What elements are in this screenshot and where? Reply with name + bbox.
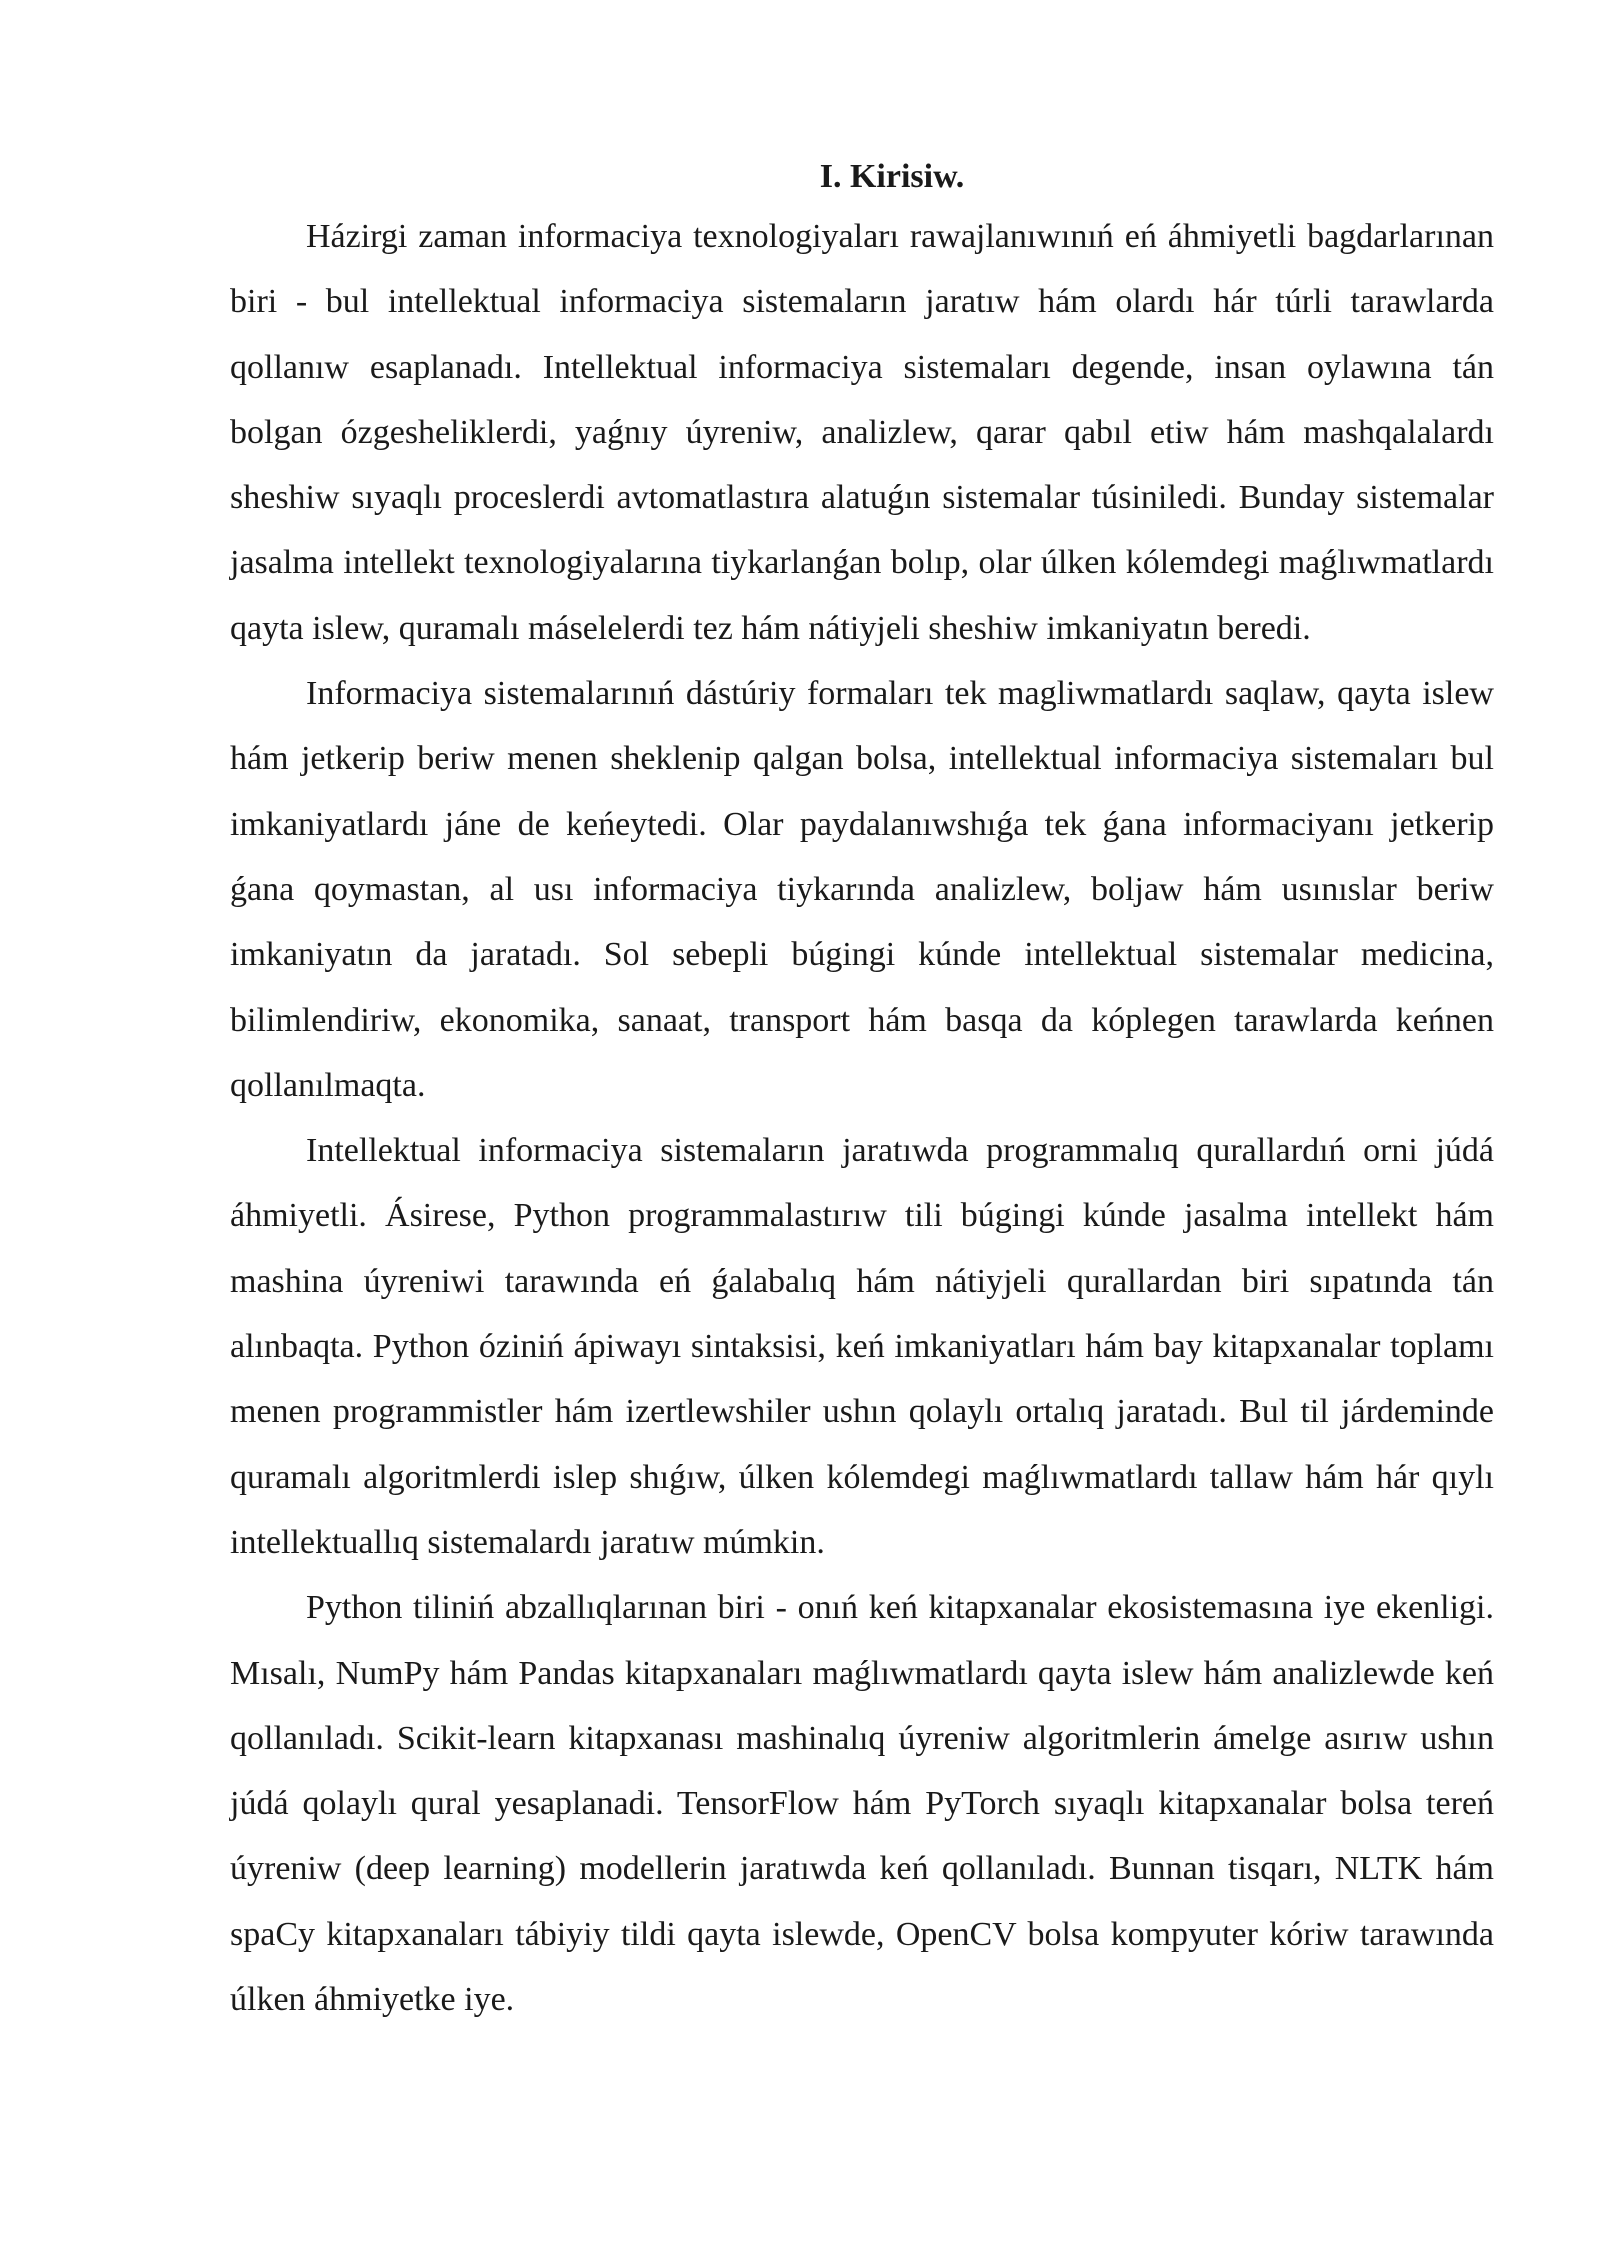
paragraph-2: Informaciya sistemalarınıń dástúriy formaları tek magliwmatlardı saqlaw, qayta islew hám jetkerip beriw menen sheklenip qalgan bolsa, intellektual informaciya sistemaları bul imkaniyatlardı jáne de keńeytedi. Olar paydalanıwshıǵa tek ǵana informaciyanı jetkerip ǵana qoymastan, al usı informaciya tiykarında analizlew, boljaw hám usınıslar beriw imkaniyatın da jaratadı. Sol sebepli búgingi kúnde intellektual sistemalar medicina, bilimlendiriw, ekonomika, sanaat, transport hám basqa da kóplegen tarawlarda keńnen qollanılmaqta. [230,675,1494,1104]
document-body [230,150,1494,2032]
section-title: I. Kirisiw. [819,158,965,195]
paragraph-3: Intellektual informaciya sistemaların jaratıwda programmalıq qurallardıń orni júdá áhmiyetli. Ásirese, Python programmalastırıw tili búgingi kúnde jasalma intellekt hám mashina úyreniwi tarawında eń ǵalabalıq hám nátiyjeli qurallardan biri sıpatında tán alınbaqta. Python óziniń ápiwayı sintaksisi, keń imkaniyatları hám bay kitapxanalar toplamı menen programmistler hám izertlewshiler ushın qolaylı ortalıq jaratadı. Bul til járdeminde quramalı algoritmlerdi islep shıǵıw, úlken kólemdegi maǵlıwmatlardı tallaw hám hár qıylı intellektuallıq sistemalardı jaratıw múmkin. [230,1132,1494,1561]
paragraph-4: Python tiliniń abzallıqlarınan biri - onıń keń kitapxanalar ekosistemasına iye ekenligi. Mısalı, NumPy hám Pandas kitapxanaları maǵlıwmatlardı qayta islew hám analizlewde keń qollanıladı. Scikit-learn kitapxanası mashinalıq úyreniw algoritmlerin ámelge asırıw ushın júdá qolaylı qural yesaplanadi. TensorFlow hám PyTorch sıyaqlı kitapxanalar bolsa tereń úyreniw (deep learning) modellerin jaratıwda keń qollanıladı. Bunnan tisqarı, NLTK hám spaCy kitapxanaları tábiyiy tildi qayta islewde, OpenCV bolsa kompyuter kóriw tarawında úlken áhmiyetke iye. [230,1589,1494,2019]
paragraph-1: Házirgi zaman informaciya texnologiyaları rawajlanıwınıń eń áhmiyetli bagdarlarınan biri - bul intellektual informaciya sistemaların jaratıw hám olardı hár túrli tarawlarda qollanıw esaplanadı. Intellektual informaciya sistemaları degende, insan oylawına tán bolgan ózgesheliklerdi, yaǵnıy úyreniw, analizlew, qarar qabıl etiw hám mashqalalardı sheshiw sıyaqlı proceslerdi avtomatlastıra alatuǵın sistemalar túsiniledi. Bunday sistemalar jasalma intellekt texnologiyalarına tiykarlanǵan bolıp, olar úlken kólemdegi maǵlıwmatlardı qayta islew, quramalı máselelerdi tez hám nátiyjeli sheshiw imkaniyatın beredi. [230,218,1494,647]
